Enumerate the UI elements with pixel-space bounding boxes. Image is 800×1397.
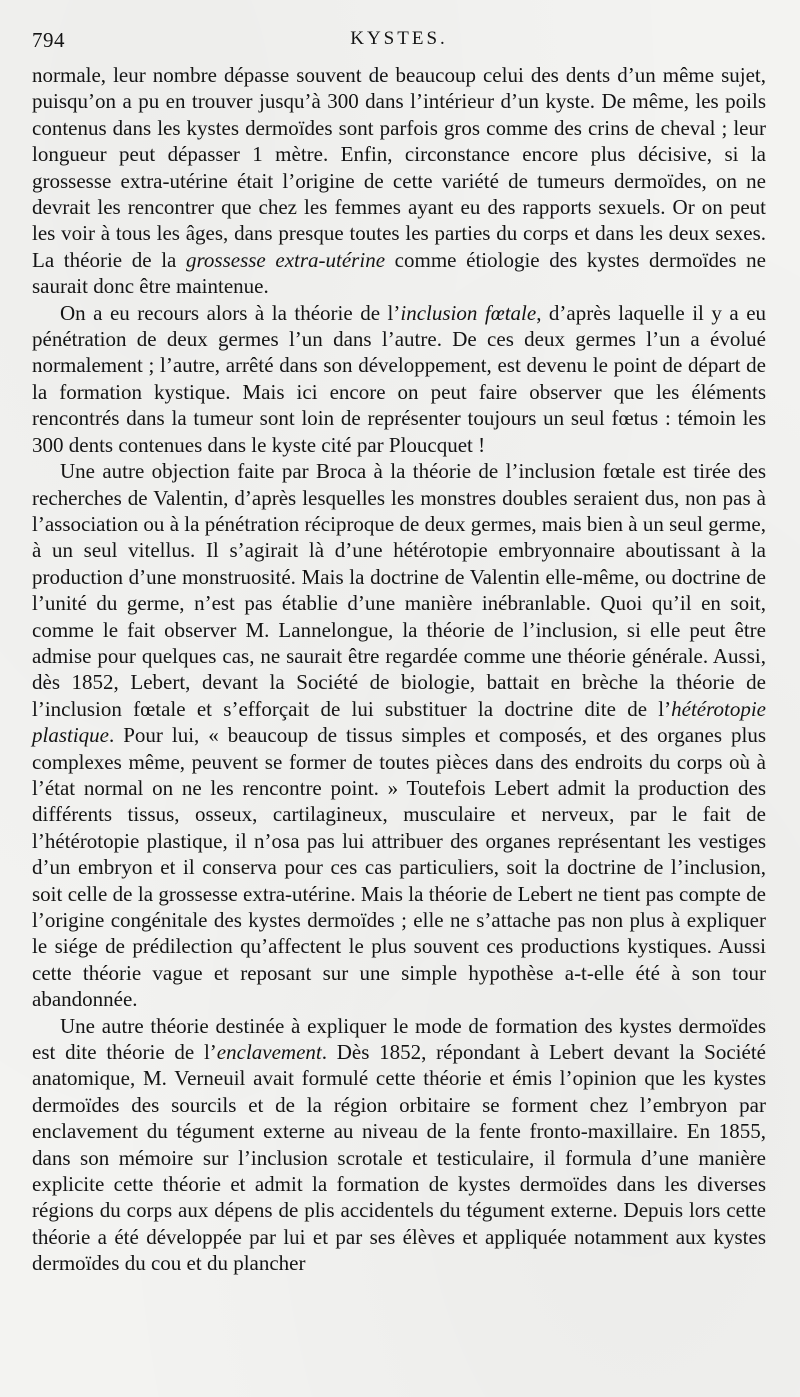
paragraph bbox=[32, 300, 766, 458]
running-title: KYSTES. bbox=[350, 28, 448, 49]
paragraph-text: Une autre théorie destinée à expliquer le mode de formation des kystes dermoïdes est dite théorie de l’ bbox=[32, 1013, 766, 1065]
page-number: 794 bbox=[32, 28, 65, 52]
paragraph-text: Une autre objection faite par Broca à la théorie de l’inclusion fœtale est tirée des recherches de Valentin, d’après lesquelles les monstres doubles seraient dus, non pas à l’association ou à la pénétration réciproque de deux germes, mais bien à un seul germe, à un seul vitellus. Il s’agirait là d’une hétérotopie embryonnaire aboutissant à la production d’une monstruosité. Mais la doctrine de Valentin elle-même, ou doctrine de l’unité du germe, n’est pas établie d’une manière inébranlable. Quoi qu’il en soit, comme le fait observer M. Lannelongue, la théorie de l’inclusion, si elle peut être admise pour quelques cas, ne saurait être regardée comme une théorie générale. Aussi, dès 1852, Lebert, devant la Société de biologie, battait en brèche la théorie de l’inclusion fœtale et s’efforçait de lui substituer la doctrine dite de l’ bbox=[32, 459, 766, 721]
italic-term: grossesse extra-utérine bbox=[186, 247, 386, 272]
page-header bbox=[32, 26, 766, 62]
paragraph-text: On a eu recours alors à la théorie de l’ bbox=[60, 300, 401, 325]
paragraph bbox=[32, 62, 766, 300]
paragraph-text: comme étiologie des kystes dermoïdes ne saurait donc être maintenue. bbox=[32, 247, 766, 299]
body-text bbox=[32, 62, 766, 1277]
paragraph bbox=[32, 458, 766, 1013]
paragraph-text: . Dès 1852, répondant à Lebert devant la Société anatomique, M. Verneuil avait formulé cette théorie et émis l’opinion que les kystes dermoïdes des sourcils et de la région orbitaire se forment chez l’embryon par enclavement du tégument externe au niveau de la fente fronto-maxillaire. En 1855, dans son mémoire sur l’inclusion scrotale et testiculaire, il formula d’une manière explicite cette théorie et admit la formation de kystes dermoïdes dans les diverses régions du corps aux dépens de plis accidentels du tégument externe. Depuis lors cette théorie a été développée par lui et par ses élèves et appliquée notamment aux kystes dermoïdes du cou et du plancher bbox=[32, 1040, 766, 1276]
italic-term: inclusion fœtale bbox=[400, 300, 537, 325]
italic-term: hétérotopie plastique bbox=[32, 696, 766, 748]
italic-term: enclavement bbox=[216, 1040, 322, 1065]
paragraph-text: . Pour lui, « beaucoup de tissus simples et composés, et des organes plus complexes même, peuvent se former de toutes pièces dans des endroits du corps où à l’état normal on ne les rencontre point. » Toutefois Lebert admit la production des différents tissus, osseux, cartilagineux, musculaire et nerveux, par le fait de l’hétérotopie plastique, il n’osa pas lui attribuer des organes représentant les vestiges d’un embryon et il conserva pour ces cas particuliers, soit la doctrine de l’inclusion, soit celle de la grossesse extra-utérine. Mais la théorie de Lebert ne tient pas compte de l’origine congénitale des kystes dermoïdes ; elle ne s’attache pas non plus à expliquer le siége de prédilection qu’affectent le plus souvent ces productions kystiques. Aussi cette théorie vague et reposant sur une simple hypothèse a-t-elle été à son tour abandonnée. bbox=[32, 723, 766, 1012]
paragraph-text: , d’après laquelle il y a eu pénétration de deux germes l’un dans l’autre. De ces deux germes l’un a évolué normalement ; l’autre, arrêté dans son développement, est devenu le point de départ de la formation kystique. Mais ici encore on peut faire observer que les éléments rencontrés dans la tumeur sont loin de représenter toujours un seul fœtus : témoin les 300 dents contenues dans le kyste cité par Ploucquet ! bbox=[32, 300, 767, 457]
paragraph-text: normale, leur nombre dépasse souvent de beaucoup celui des dents d’un même sujet, puisqu’on a pu en trouver jusqu’à 300 dans l’intérieur d’un kyste. De même, les poils contenus dans les kystes dermoïdes sont parfois gros comme des crins de cheval ; leur longueur peut dépasser 1 mètre. Enfin, circonstance encore plus décisive, si la grossesse extra-utérine était l’origine de cette variété de tumeurs dermoïdes, on ne devrait les rencontrer que chez les femmes ayant eu des rapports sexuels. Or on peut les voir à tous les âges, dans presque toutes les parties du corps et dans les deux sexes. La théorie de la bbox=[32, 63, 766, 272]
paragraph bbox=[32, 1013, 766, 1277]
